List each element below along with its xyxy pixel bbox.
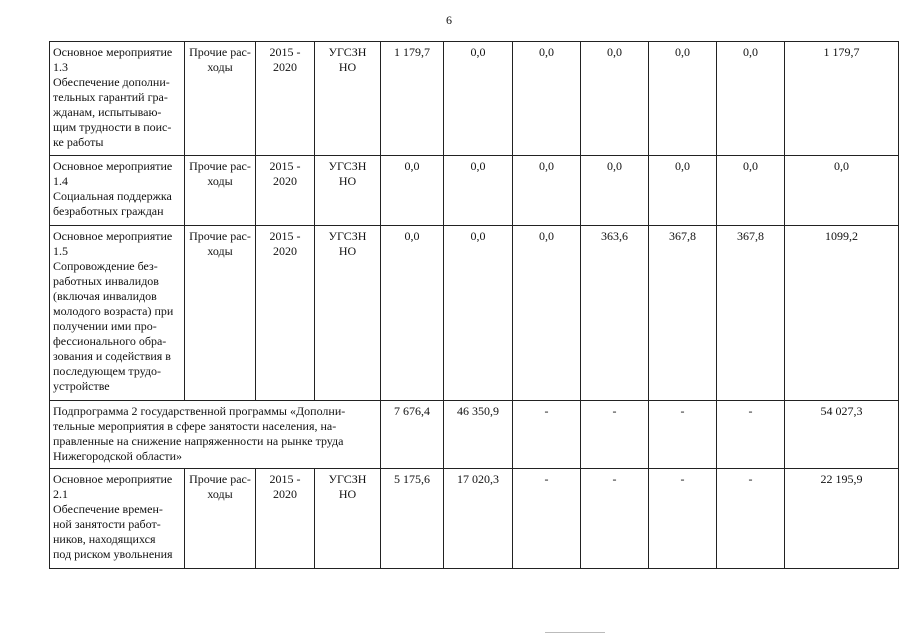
value-cell: - — [717, 401, 785, 469]
value-cell: 7 676,4 — [381, 401, 444, 469]
expense-type-cell-line: Прочие рас- — [189, 159, 251, 173]
period-cell — [256, 226, 315, 401]
activity-name-cell — [50, 42, 185, 156]
period-cell — [256, 469, 315, 569]
value-cell: 0,0 — [581, 156, 649, 226]
table-row — [50, 469, 899, 569]
activity-name-cell-line: щим трудности в поис- — [53, 120, 172, 134]
value-cell: 0,0 — [381, 226, 444, 401]
expense-type-cell-line: Прочие рас- — [189, 229, 251, 243]
subprogram-title-cell-line: правленные на снижение напряженности на рынке труда — [53, 434, 344, 448]
value-cell: 22 195,9 — [785, 469, 899, 569]
value-cell: 1 179,7 — [381, 42, 444, 156]
activity-name-cell-line: последующем трудо- — [53, 364, 162, 378]
activity-name-cell-line: 2.1 — [53, 487, 68, 501]
expense-type-cell — [185, 42, 256, 156]
expense-type-cell-line: ходы — [207, 487, 233, 501]
value-cell: 0,0 — [444, 226, 513, 401]
value-cell: 367,8 — [717, 226, 785, 401]
period-cell-line: 2020 — [273, 174, 297, 188]
value-cell: - — [649, 469, 717, 569]
activity-name-cell-line: зования и содействия в — [53, 349, 171, 363]
value-cell: 1 179,7 — [785, 42, 899, 156]
period-cell-line: 2015 - — [269, 159, 301, 173]
table-row — [50, 226, 899, 401]
activity-name-cell — [50, 226, 185, 401]
activity-name-cell-line: молодого возраста) при — [53, 304, 174, 318]
activity-name-cell-line: Основное мероприятие — [53, 159, 173, 173]
subprogram-title-cell-line: Нижегородской области» — [53, 449, 183, 463]
activity-name-cell-line: Основное мероприятие — [53, 472, 173, 486]
period-cell — [256, 42, 315, 156]
executor-cell-line: НО — [338, 244, 357, 258]
period-cell-line: 2020 — [273, 60, 297, 74]
value-cell: 363,6 — [581, 226, 649, 401]
activity-name-cell-line: Обеспечение дополни- — [53, 75, 170, 89]
activity-name-cell-line: фессионального обра- — [53, 334, 167, 348]
value-cell: 0,0 — [513, 226, 581, 401]
activity-name-cell-line: Сопровождение без- — [53, 259, 158, 273]
value-cell: 0,0 — [785, 156, 899, 226]
value-cell: 0,0 — [513, 156, 581, 226]
value-cell: - — [717, 469, 785, 569]
executor-cell-line: УГСЗН — [328, 229, 367, 243]
value-cell: 46 350,9 — [444, 401, 513, 469]
activity-name-cell-line: 1.5 — [53, 244, 68, 258]
period-cell-line: 2015 - — [269, 472, 301, 486]
activity-name-cell — [50, 469, 185, 569]
activity-name-cell-line: ке работы — [53, 135, 104, 149]
activity-name-cell-line: жданам, испытываю- — [53, 105, 162, 119]
value-cell: 0,0 — [649, 156, 717, 226]
executor-cell — [315, 226, 381, 401]
executor-cell-line: УГСЗН — [328, 159, 367, 173]
value-cell: 0,0 — [381, 156, 444, 226]
executor-cell-line: УГСЗН — [328, 45, 367, 59]
expense-type-cell-line: ходы — [207, 60, 233, 74]
value-cell: 0,0 — [717, 42, 785, 156]
table-row — [50, 42, 899, 156]
value-cell: 0,0 — [581, 42, 649, 156]
table-row — [50, 401, 899, 469]
expense-type-cell-line: ходы — [207, 244, 233, 258]
value-cell: - — [513, 469, 581, 569]
table-row — [50, 156, 899, 226]
activity-name-cell-line: Социальная поддержка — [53, 189, 172, 203]
executor-cell-line: НО — [338, 174, 357, 188]
value-cell: 0,0 — [444, 156, 513, 226]
executor-cell — [315, 42, 381, 156]
value-cell: 367,8 — [649, 226, 717, 401]
activity-name-cell-line: работных инвалидов — [53, 274, 159, 288]
value-cell: 0,0 — [513, 42, 581, 156]
value-cell: - — [581, 469, 649, 569]
subprogram-title-cell-line: тельные мероприятия в сфере занятости населения, на- — [53, 419, 337, 433]
expense-type-cell-line: Прочие рас- — [189, 45, 251, 59]
executor-cell — [315, 156, 381, 226]
activity-name-cell-line: ной занятости работ- — [53, 517, 161, 531]
budget-table — [49, 41, 899, 569]
executor-cell-line: НО — [338, 487, 357, 501]
activity-name-cell-line: ников, находящихся — [53, 532, 156, 546]
executor-cell-line: УГСЗН — [328, 472, 367, 486]
expense-type-cell — [185, 469, 256, 569]
expense-type-cell-line: ходы — [207, 174, 233, 188]
activity-name-cell-line: получении ими про- — [53, 319, 157, 333]
value-cell: 54 027,3 — [785, 401, 899, 469]
scan-artifact-line — [545, 632, 605, 633]
executor-cell — [315, 469, 381, 569]
activity-name-cell-line: устройстве — [53, 379, 110, 393]
period-cell-line: 2015 - — [269, 229, 301, 243]
value-cell: 5 175,6 — [381, 469, 444, 569]
expense-type-cell — [185, 156, 256, 226]
activity-name-cell-line: под риском увольнения — [53, 547, 173, 561]
value-cell: - — [513, 401, 581, 469]
value-cell: - — [581, 401, 649, 469]
period-cell-line: 2020 — [273, 487, 297, 501]
executor-cell-line: НО — [338, 60, 357, 74]
subprogram-title-cell — [50, 401, 381, 469]
activity-name-cell-line: тельных гарантий гра- — [53, 90, 168, 104]
period-cell — [256, 156, 315, 226]
value-cell: 1099,2 — [785, 226, 899, 401]
value-cell: 0,0 — [444, 42, 513, 156]
activity-name-cell-line: 1.3 — [53, 60, 68, 74]
period-cell-line: 2015 - — [269, 45, 301, 59]
activity-name-cell-line: Обеспечение времен- — [53, 502, 163, 516]
page-number: 6 — [446, 13, 452, 27]
activity-name-cell-line: 1.4 — [53, 174, 68, 188]
value-cell: 0,0 — [717, 156, 785, 226]
activity-name-cell-line: (включая инвалидов — [53, 289, 157, 303]
subprogram-title-cell-line: Подпрограмма 2 государственной программы «Дополни- — [53, 404, 346, 418]
value-cell: 0,0 — [649, 42, 717, 156]
period-cell-line: 2020 — [273, 244, 297, 258]
activity-name-cell — [50, 156, 185, 226]
activity-name-cell-line: Основное мероприятие — [53, 229, 173, 243]
activity-name-cell-line: Основное мероприятие — [53, 45, 173, 59]
value-cell: 17 020,3 — [444, 469, 513, 569]
value-cell: - — [649, 401, 717, 469]
expense-type-cell — [185, 226, 256, 401]
expense-type-cell-line: Прочие рас- — [189, 472, 251, 486]
activity-name-cell-line: безработных граждан — [53, 204, 164, 218]
